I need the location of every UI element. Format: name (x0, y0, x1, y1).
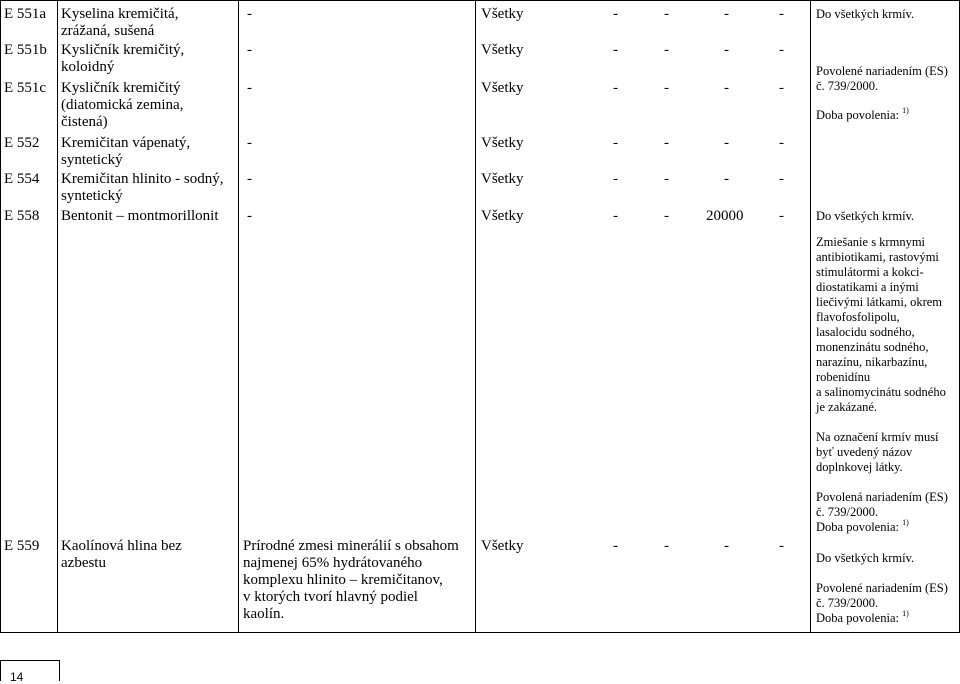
note-permitted: Povolené nariadením (ES) (816, 581, 948, 595)
additive-name: Kremičitan vápenatý, (61, 135, 191, 151)
note-all-feeds: Do všetkých krmív. (816, 7, 915, 21)
table-top-border (0, 0, 960, 1)
animal-species: Všetky (481, 80, 524, 96)
page-box-right (59, 660, 60, 681)
animal-species: Všetky (481, 6, 524, 22)
additive-name: syntetický (61, 152, 123, 168)
note-period: Doba povolenia: $^{1)}$ (816, 518, 909, 534)
note-mixing-line: Zmiešanie s krmnymi (816, 235, 926, 249)
max-value: - (724, 42, 729, 58)
additive-code: E 551a (4, 6, 47, 22)
page-box-top (0, 660, 60, 661)
column-divider (475, 0, 476, 633)
additive-name: Kysličník kremičitý (61, 80, 181, 96)
animal-species: Všetky (481, 135, 524, 151)
column-divider (57, 0, 58, 633)
note-mixing-line: robenidínu (816, 370, 871, 384)
note-mixing-line: lasalocidu sodného, (816, 325, 915, 339)
note-mixing-line: a salinomycinátu sodného (816, 385, 946, 399)
additive-name: Bentonit – montmorillonit (61, 208, 219, 224)
max-value: - (724, 171, 729, 187)
description-dash: - (247, 6, 252, 22)
min-value: - (664, 538, 669, 554)
note-mixing-line: antibiotikami, rastovými (816, 250, 939, 264)
description-text: komplexu hlinito – kremičitanov, (243, 572, 443, 588)
additive-name: zrážaná, sušená (61, 23, 155, 39)
additive-name: koloidný (61, 59, 115, 75)
age-value: - (613, 538, 618, 554)
animal-species: Všetky (481, 42, 524, 58)
description-text: Prírodné zmesi minerálií s obsahom (243, 538, 459, 554)
additive-code: E 551c (4, 80, 47, 96)
other-value: - (779, 171, 784, 187)
other-value: - (779, 80, 784, 96)
note-period: Doba povolenia: $^{1)}$ (816, 106, 909, 122)
additive-code: E 552 (4, 135, 40, 151)
note-mixing-line: liečivými látkami, okrem (816, 295, 943, 309)
min-value: - (664, 208, 669, 224)
table-bottom-border (0, 632, 960, 633)
description-dash: - (247, 208, 252, 224)
note-label-line: byť uvedený názov (816, 445, 913, 459)
age-value: - (613, 6, 618, 22)
description-text: najmenej 65% hydrátovaného (243, 555, 423, 571)
note-label-line: Na označení krmív musí (816, 430, 939, 444)
additive-name: syntetický (61, 188, 123, 204)
note-mixing-line: stimulátormi a kokci- (816, 265, 924, 279)
note-regulation-number: č. 739/2000. (816, 79, 879, 93)
page-box-left (0, 660, 1, 681)
max-value: - (724, 80, 729, 96)
age-value: - (613, 208, 618, 224)
other-value: - (779, 208, 784, 224)
additive-name: Kremičitan hlinito - sodný, (61, 171, 224, 187)
table-left-border (0, 0, 1, 633)
additive-name: Kyselina kremičitá, (61, 6, 179, 22)
additive-code: E 551b (4, 42, 47, 58)
description-text: v ktorých tvorí hlavný podiel (243, 589, 418, 605)
other-value: - (779, 42, 784, 58)
note-all-feeds: Do všetkých krmív. (816, 209, 915, 223)
description-dash: - (247, 80, 252, 96)
description-dash: - (247, 135, 252, 151)
min-value: - (664, 135, 669, 151)
max-value: - (724, 6, 729, 22)
age-value: - (613, 42, 618, 58)
note-label-line: doplnkovej látky. (816, 460, 903, 474)
description-dash: - (247, 171, 252, 187)
additive-code: E 554 (4, 171, 40, 187)
max-value: 20000 (706, 208, 744, 224)
note-mixing-line: diostatikami a inými (816, 280, 919, 294)
age-value: - (613, 135, 618, 151)
max-value: - (724, 538, 729, 554)
description-text: kaolín. (243, 606, 285, 622)
note-period: Doba povolenia: $^{1)}$ (816, 609, 909, 625)
additive-code: E 558 (4, 208, 40, 224)
age-value: - (613, 171, 618, 187)
min-value: - (664, 42, 669, 58)
note-mixing-line: je zakázané. (816, 400, 878, 414)
animal-species: Všetky (481, 538, 524, 554)
note-mixing-line: flavofosfolipolu, (816, 310, 900, 324)
min-value: - (664, 80, 669, 96)
note-permitted: Povolená nariadením (ES) (816, 490, 948, 504)
age-value: - (613, 80, 618, 96)
additive-name: Kysličník kremičitý, (61, 42, 185, 58)
page-number: 14 (10, 670, 24, 684)
additive-name: čistená) (61, 114, 108, 130)
note-permitted: Povolené nariadením (ES) (816, 64, 948, 78)
description-dash: - (247, 42, 252, 58)
animal-species: Všetky (481, 171, 524, 187)
other-value: - (779, 6, 784, 22)
note-mixing-line: monenzinátu sodného, (816, 340, 929, 354)
animal-species: Všetky (481, 208, 524, 224)
additive-code: E 559 (4, 538, 40, 554)
min-value: - (664, 6, 669, 22)
other-value: - (779, 135, 784, 151)
note-regulation-number: č. 739/2000. (816, 596, 879, 610)
note-mixing-line: narazínu, nikarbazínu, (816, 355, 928, 369)
note-all-feeds: Do všetkých krmív. (816, 551, 915, 565)
additive-name: Kaolínová hlina bez (61, 538, 182, 554)
additive-name: azbestu (61, 555, 106, 571)
column-divider (810, 0, 811, 633)
additive-name: (diatomická zemina, (61, 97, 184, 113)
note-regulation-number: č. 739/2000. (816, 505, 879, 519)
column-divider (238, 0, 239, 633)
other-value: - (779, 538, 784, 554)
min-value: - (664, 171, 669, 187)
max-value: - (724, 135, 729, 151)
